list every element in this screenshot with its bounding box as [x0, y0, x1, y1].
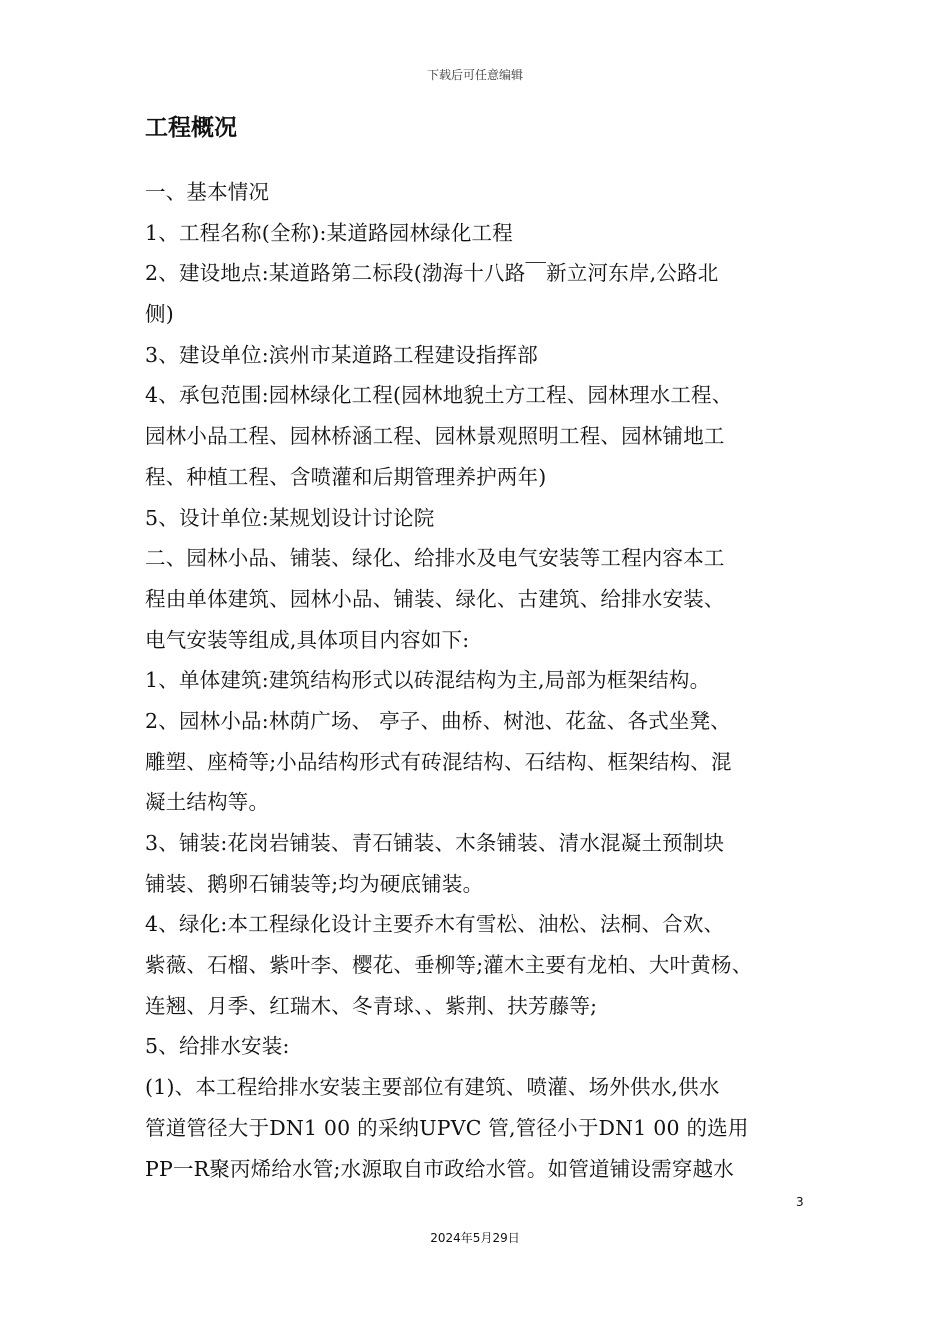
text-line: 1、单体建筑:建筑结构形式以砖混结构为主,局部为框架结构。 — [145, 668, 711, 693]
text-line: (1)、本工程给排水安装主要部位有建筑、喷灌、场外供水,供水 — [145, 1075, 720, 1100]
header-note: 下载后可任意编辑 — [426, 68, 523, 82]
text-line: 4、承包范围:园林绿化工程(园林地貌土方工程、园林理水工程、 — [145, 383, 733, 408]
text-line: 雕塑、座椅等;小品结构形式有砖混结构、石结构、框架结构、混 — [145, 749, 732, 774]
text-line: 电气安装等组成,具体项目内容如下: — [145, 627, 470, 652]
text-line: 侧) — [145, 302, 174, 327]
page-number: 3 — [796, 1195, 804, 1209]
text-line: 铺装、鹅卵石铺装等;均为硬底铺装。 — [145, 871, 484, 896]
footer-date: 2024年5月29日 — [430, 1231, 520, 1245]
text-line: 2、园林小品:林荫广场、 亭子、曲桥、树池、花盆、各式坐凳、 — [145, 708, 731, 733]
document-body — [145, 172, 817, 1189]
text-line: 3、铺装:花岗岩铺装、青石铺装、木条铺装、清水混凝土预制块 — [145, 831, 725, 855]
text-line: 一、基本情况 — [145, 180, 270, 204]
text-line: 2、建设地点:某道路第二标段(渤海十八路￣新立河东岸,公路北 — [145, 261, 719, 286]
text-line: 5、设计单位:某规划设计讨论院 — [145, 505, 435, 530]
text-line: 连翘、月季、红瑞木、冬青球、、紫荆、扶芳藤等; — [145, 993, 598, 1018]
text-line: 1、工程名称(全称):某道路园林绿化工程 — [145, 220, 513, 245]
text-line: PP一R聚丙烯给水管;水源取自市政给水管。如管道铺设需穿越水 — [145, 1156, 734, 1181]
page-title: 工程概况 — [145, 115, 237, 141]
text-line: 4、绿化:本工程绿化设计主要乔木有雪松、油松、法桐、合欢、 — [145, 912, 725, 937]
text-line: 5、给排水安装: — [145, 1034, 290, 1059]
text-line: 管道管径大于DN1 00 的采纳UPVC 管,管径小于DN1 00 的选用 — [145, 1115, 749, 1140]
text-line: 程由单体建筑、园林小品、铺装、绿化、古建筑、给排水安装、 — [145, 586, 725, 611]
text-line: 凝土结构等。 — [145, 790, 270, 815]
text-line: 3、建设单位:滨州市某道路工程建设指挥部 — [145, 342, 538, 367]
text-line: 程、种植工程、含喷灌和后期管理养护两年) — [145, 464, 547, 489]
text-line: 园林小品工程、园林桥涵工程、园林景观照明工程、园林铺地工 — [145, 424, 725, 449]
text-line: 紫薇、石榴、紫叶李、樱花、垂柳等;灌木主要有龙柏、大叶黄杨、 — [145, 953, 753, 978]
text-line: 二、园林小品、铺装、绿化、给排水及电气安装等工程内容本工 — [145, 546, 725, 571]
